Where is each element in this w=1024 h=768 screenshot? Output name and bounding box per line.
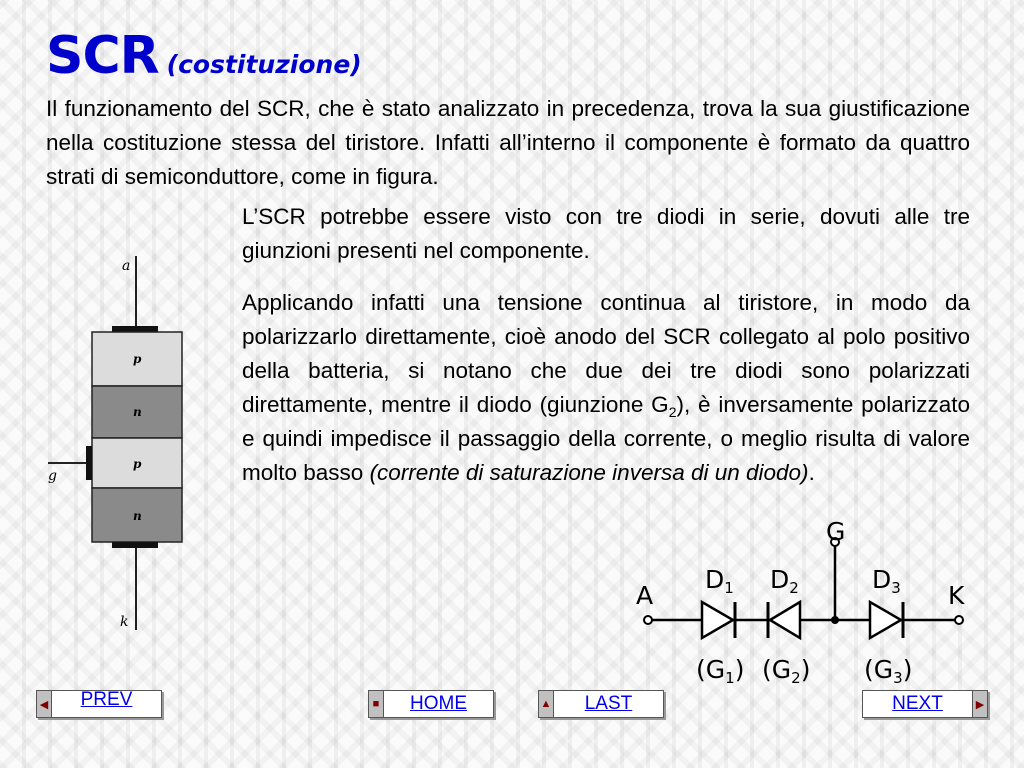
prev-button[interactable]	[36, 690, 162, 718]
home-button-label: HOME	[410, 693, 467, 714]
last-button-label: LAST	[584, 693, 633, 714]
circuit-cathode-label: K	[948, 581, 965, 610]
home-button[interactable]	[368, 690, 494, 718]
diodes-paragraph: L’SCR potrebbe essere visto con tre diodi in serie, dovuti alle tre giunzioni presenti nel componente.	[242, 204, 970, 263]
cathode-node	[955, 616, 963, 624]
polarization-text-2: ), è inversamente polarizzato e quindi impedisce il passaggio della corrente, o meglio risulta di valore molto basso	[242, 392, 970, 485]
junction-g3-label: $(G_3)$	[864, 655, 913, 687]
layer-label-4: n	[133, 509, 142, 523]
layer-label-2: n	[133, 405, 142, 419]
circuit-gate-label: G	[826, 518, 846, 546]
junction-g1-label: $(G_1)$	[696, 655, 745, 687]
diode-d1-symbol	[702, 602, 733, 638]
intro-paragraph: Il funzionamento del SCR, che è stato analizzato in precedenza, trova la sua giustificazione nella costituzione stessa del tiristore. Infatti all’interno il componente è formato da quattro strati di semiconduttore, come in figura.	[46, 96, 970, 189]
arrow-right-icon: ▶	[972, 691, 987, 717]
layer-label-1: p	[133, 352, 142, 366]
junction-subscript: 2	[668, 404, 677, 420]
diode-d2-label: $D_2$	[770, 565, 799, 597]
diode-d1-label: $D_1$	[705, 565, 734, 597]
junction-g2-label: $(G_2)$	[762, 655, 811, 687]
gate-contact	[86, 446, 92, 480]
polarization-end: .	[808, 460, 815, 485]
diode-d2-symbol	[770, 602, 800, 638]
gate-terminal-label: g	[48, 468, 57, 484]
cathode-terminal-label: k	[120, 614, 129, 630]
cathode-contact	[112, 542, 158, 548]
last-button[interactable]	[538, 690, 664, 718]
saturation-note: (corrente di saturazione inversa di un diodo)	[369, 460, 809, 485]
scr-layer-diagram	[40, 250, 200, 640]
gate-junction-dot	[831, 616, 839, 624]
diode-d3-symbol	[870, 602, 901, 638]
polarization-text-1: Applicando infatti una tensione continua al tiristore, in modo da polarizzarlo direttamente, cioè anodo del SCR collegato al polo positivo della batteria, si notano che due dei tre diodi sono polarizzati direttamente, mentre il diodo (giunzione G	[242, 290, 970, 417]
next-button[interactable]	[862, 690, 988, 718]
page-title	[46, 26, 362, 86]
title-subtitle: (costituzione)	[166, 50, 362, 79]
anode-terminal-label: a	[122, 258, 131, 274]
prev-button-label: PREV	[80, 689, 133, 710]
diode-d3-label: $D_3$	[872, 565, 901, 597]
polarization-paragraph	[242, 286, 970, 490]
anode-contact	[112, 326, 158, 332]
stop-square-icon: ■	[369, 691, 384, 717]
title-main: SCR	[46, 26, 159, 86]
next-button-label: NEXT	[892, 693, 943, 714]
arrow-left-icon: ◀	[37, 691, 52, 717]
layer-label-3: p	[133, 457, 142, 471]
circuit-anode-label: A	[636, 581, 654, 610]
anode-node	[644, 616, 652, 624]
arrow-up-icon: ▲	[539, 691, 554, 717]
three-diode-circuit	[630, 518, 975, 690]
